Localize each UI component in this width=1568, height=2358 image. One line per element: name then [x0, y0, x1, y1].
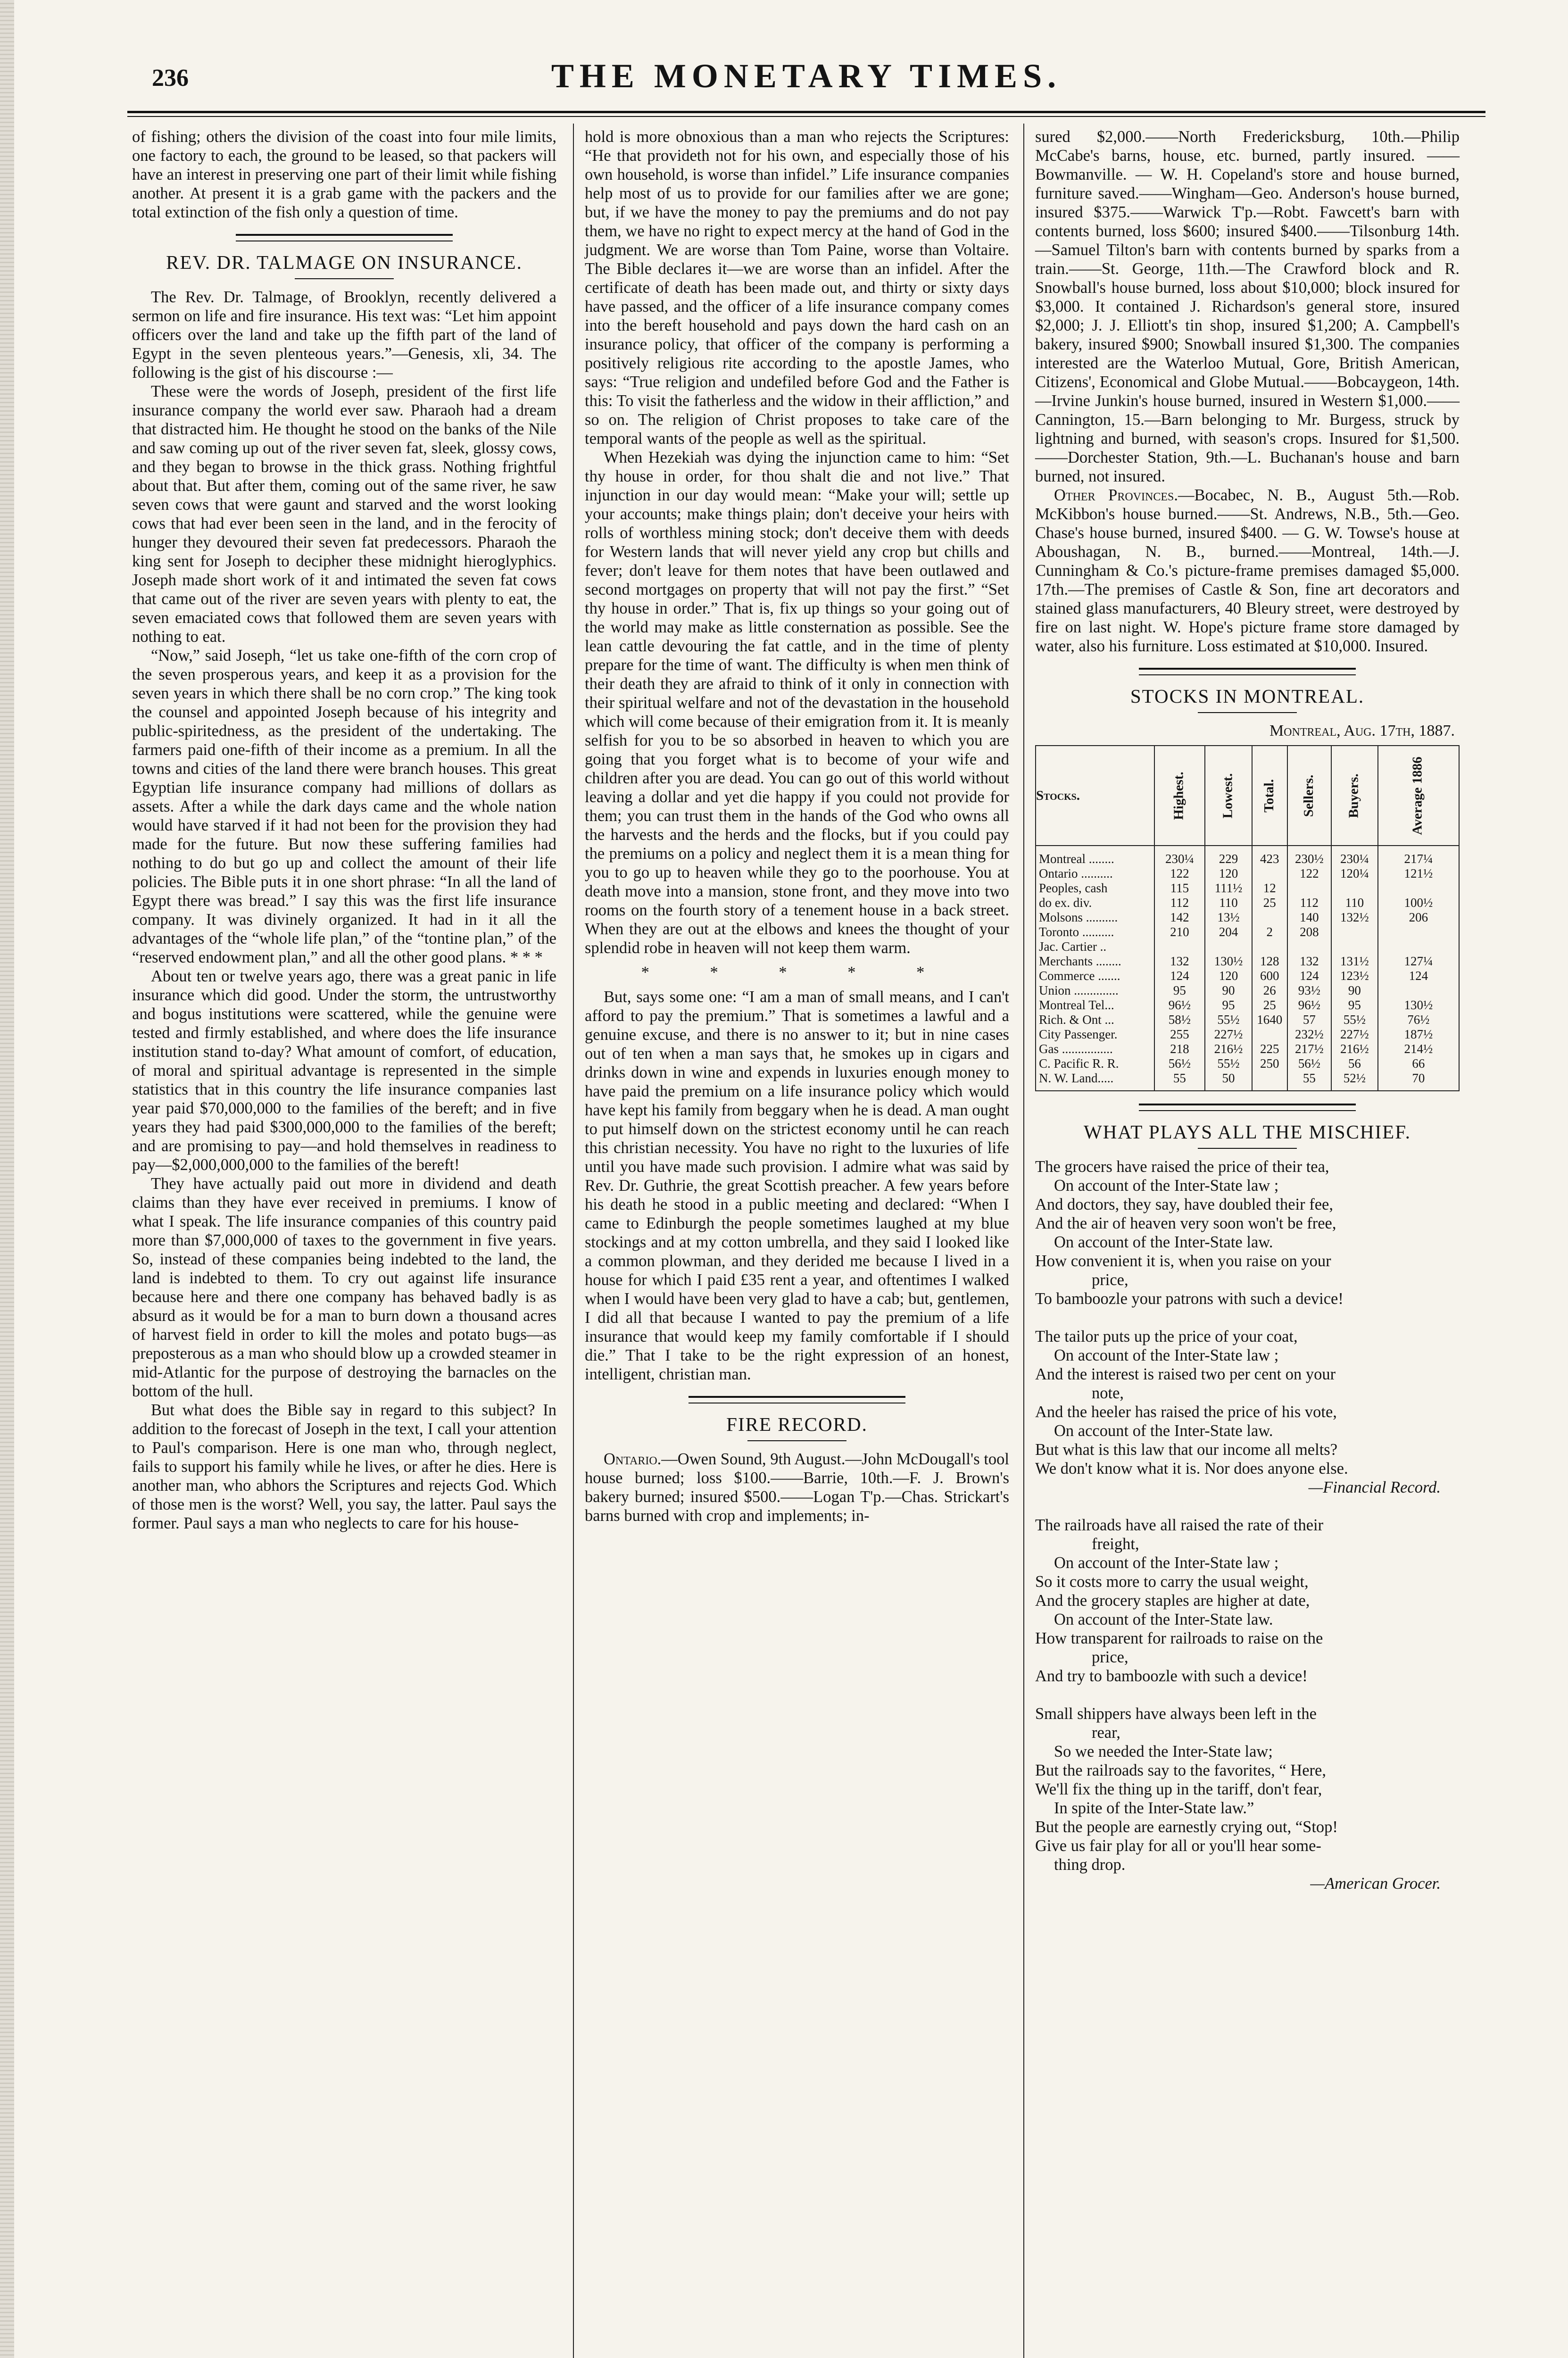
stock-value-cell: 100½ [1378, 896, 1459, 910]
column-divider [1023, 124, 1024, 2358]
poem-line: But what is this law that our income all melts? [1035, 1441, 1338, 1459]
stock-value-cell: 50 [1205, 1071, 1252, 1091]
poem-line: The tailor puts up the price of your coat, [1035, 1328, 1298, 1345]
stock-value-cell [1378, 925, 1459, 939]
stock-value-cell: 121½ [1378, 866, 1459, 881]
stock-name-cell: Rich. & Ont ... [1036, 1013, 1154, 1027]
stock-value-cell: 225 [1252, 1042, 1287, 1056]
stock-value-cell [1205, 939, 1252, 954]
article-title: REV. DR. TALMAGE ON INSURANCE. [166, 251, 523, 273]
stock-value-cell [1252, 910, 1287, 925]
title-underline [747, 1440, 846, 1441]
poem-line: And doctors, they say, have doubled their fee, [1035, 1196, 1333, 1213]
poem-line: Small shippers have always been left in the [1035, 1705, 1317, 1723]
stock-value-cell: 217¼ [1378, 846, 1459, 866]
stocks-dateline: Montreal, Aug. 17th, 1887. [1269, 722, 1455, 739]
poem-line: The railroads have all raised the rate of their [1035, 1516, 1324, 1534]
stock-value-cell: 122 [1154, 866, 1205, 881]
stock-value-cell: 600 [1252, 969, 1287, 983]
stock-value-cell: 55 [1154, 1071, 1205, 1091]
stocks-row [1036, 910, 1459, 925]
stock-name-cell: Montreal ........ [1036, 846, 1154, 866]
stock-value-cell [1154, 939, 1205, 954]
section-separator [1139, 1104, 1356, 1111]
fire-record-text: —Owen Sound, 9th August.—John McDougall's tool house burned; loss $100.——Barrie, 10th.—F. J. Brown's bakery burned; insured $500.——Logan T'p.—Chas. Strickart's barns burned with crop and implements; in- [585, 1450, 1009, 1525]
stock-value-cell: 130½ [1378, 998, 1459, 1013]
stock-value-cell [1331, 939, 1378, 954]
poem-line: rear, [1092, 1724, 1120, 1742]
stock-value-cell: 217½ [1287, 1042, 1332, 1056]
masthead-rule [127, 111, 1485, 117]
stock-name-cell: Toronto .......... [1036, 925, 1154, 939]
stock-name-cell: Gas ................ [1036, 1042, 1154, 1056]
stock-name-cell: do ex. div. [1036, 896, 1154, 910]
stocks-col-header: Buyers. [1331, 746, 1378, 846]
stock-value-cell: 120 [1205, 969, 1252, 983]
stock-value-cell [1378, 881, 1459, 896]
paragraph: hold is more obnoxious than a man who rejects the Scriptures: “He that provideth not for his own, and especially those of his own household, is worse than infidel.” Life insurance companies help most of us to provide for our families after we are gone; but, if we have the money to pay the premiums and do not pay them, we have no right to expect mercy at the hand of God in the judgment. We are worse than Tom Paine, worse than Voltaire. The Bible declares it—we are worse than an infidel. After the certificate of death has been made out, and thirty or sixty days have passed, and the officer of a life insurance company comes into the bereft household and pays down the hard cash on an insurance policy, that officer of the company is performing a positively religious rite according to the apostle James, who says: “True religion and undefiled before God and the Father is this: To visit the fatherless and the widow in their affliction,” and so on. The religion of Christ proposes to take care of the temporal wants of the people as well as the spiritual. [585, 128, 1009, 448]
stock-value-cell: 13½ [1205, 910, 1252, 925]
stocks-row [1036, 939, 1459, 954]
stocks-row [1036, 969, 1459, 983]
stock-value-cell: 12 [1252, 881, 1287, 896]
fire-record-title: FIRE RECORD. [726, 1413, 868, 1435]
column-left [132, 127, 556, 1533]
stocks-row [1036, 1013, 1459, 1027]
stock-value-cell: 70 [1378, 1071, 1459, 1091]
stock-value-cell: 230¼ [1331, 846, 1378, 866]
poem-line: price, [1092, 1648, 1128, 1666]
poem-line: On account of the Inter-State law ; [1054, 1554, 1279, 1572]
paragraph: About ten or twelve years ago, there was a great panic in life insurance which did good. Under the storm, the untrustworthy and bogus institutions were scattered, while the genuine were tested and firmly established, and where does the life insurance institution stand to-day? What amount of comfort, of education, of moral and spiritual advantage is represented in the simple statistics that in this country the life insurance companies last year paid $70,000,000 to the families of the bereft; and in five years they had paid $300,000,000 to the families of the bereft; and are promising to pay—and hold themselves in readiness to pay—$2,000,000,000 to the families of the bereft! [132, 967, 556, 1174]
stock-value-cell: 2 [1252, 925, 1287, 939]
stock-name-cell: Ontario .......... [1036, 866, 1154, 881]
stocks-table [1035, 745, 1460, 1091]
section-asterisks: * * * * * [641, 963, 953, 981]
stock-value-cell: 132½ [1331, 910, 1378, 925]
stock-name-cell: Jac. Cartier .. [1036, 939, 1154, 954]
poem-line: And the grocery staples are higher at date, [1035, 1592, 1310, 1610]
stock-value-cell: 110 [1205, 896, 1252, 910]
stock-value-cell: 120 [1205, 866, 1252, 881]
stocks-header-row [1036, 746, 1459, 846]
poem-line: But the railroads say to the favorites, “ Here, [1035, 1761, 1326, 1779]
stock-value-cell: 120¼ [1331, 866, 1378, 881]
poem-stanza [1035, 1516, 1460, 1685]
stock-value-cell: 66 [1378, 1056, 1459, 1071]
stocks-row [1036, 1042, 1459, 1056]
fire-region-label: Ontario. [604, 1450, 662, 1468]
stock-value-cell: 216½ [1331, 1042, 1378, 1056]
fire-record-other-provinces [1035, 486, 1460, 656]
poem-line: In spite of the Inter-State law.” [1054, 1799, 1254, 1817]
stock-value-cell: 132 [1287, 954, 1332, 969]
stock-value-cell: 140 [1287, 910, 1332, 925]
stock-name-cell: Peoples, cash [1036, 881, 1154, 896]
stock-value-cell: 58½ [1154, 1013, 1205, 1027]
stock-value-cell: 255 [1154, 1027, 1205, 1042]
stocks-row [1036, 846, 1459, 866]
stocks-row [1036, 1056, 1459, 1071]
stocks-col-header: Stocks. [1036, 746, 1154, 846]
stock-name-cell: City Passenger. [1036, 1027, 1154, 1042]
stock-value-cell: 204 [1205, 925, 1252, 939]
poem-line: note, [1092, 1384, 1124, 1402]
section-separator [1139, 668, 1356, 675]
column-right [1035, 127, 1460, 1912]
stock-value-cell: 131½ [1331, 954, 1378, 969]
poem-line: And the air of heaven very soon won't be free, [1035, 1214, 1336, 1232]
poem-line: On account of the Inter-State law. [1054, 1233, 1273, 1251]
poem-stanza [1035, 1704, 1460, 1893]
stocks-row [1036, 998, 1459, 1013]
stock-value-cell: 110 [1331, 896, 1378, 910]
stock-value-cell: 127¼ [1378, 954, 1459, 969]
stock-value-cell: 76½ [1378, 1013, 1459, 1027]
article-continuation: of fishing; others the division of the coast into four mile limits, one factory to each, the ground to be leased, so that packers will have an interest in preserving one part of their limit while fishing another. At present it is a grab game with the packers and the total extinction of the fish only a question of time. [132, 128, 556, 221]
fire-record-ontario [585, 1450, 1009, 1525]
title-underline [1198, 712, 1297, 713]
poem-line: So it costs more to carry the usual weight, [1035, 1573, 1309, 1591]
stock-value-cell: 130½ [1205, 954, 1252, 969]
paragraph: The Rev. Dr. Talmage, of Brooklyn, recently delivered a sermon on life and fire insurance. His text was: “Let him appoint officers over the land and take up the fifth part of the land of Egypt in the seven plenteous years.”—Genesis, xli, 34. The following is the gist of his discourse :— [132, 288, 556, 382]
stock-value-cell: 124 [1287, 969, 1332, 983]
fire-region-label: Other Provinces. [1054, 486, 1178, 504]
stocks-row [1036, 1071, 1459, 1091]
stock-value-cell [1378, 939, 1459, 954]
column-middle [585, 127, 1009, 1525]
stock-value-cell: 227½ [1331, 1027, 1378, 1042]
stock-value-cell [1331, 881, 1378, 896]
stock-name-cell: Merchants ........ [1036, 954, 1154, 969]
stock-value-cell: 230¼ [1154, 846, 1205, 866]
stocks-col-header: Lowest. [1205, 746, 1252, 846]
stock-value-cell: 124 [1378, 969, 1459, 983]
stock-value-cell: 122 [1287, 866, 1332, 881]
poem-line: The grocers have raised the price of their tea, [1035, 1158, 1329, 1176]
poem-stanza [1035, 1327, 1460, 1497]
poem-credit: —American Grocer. [1310, 1875, 1441, 1893]
paragraph: When Hezekiah was dying the injunction came to him: “Set thy house in order, for thou shalt die and not live.” That injunction in our day would mean: “Make your will; settle up your accounts; make things plain; don't deceive your heirs with rolls of worthless mining stock; don't deceive them with deeds for Western lands that will never yield any crop but chills and fever; don't leave for them notes that have been outlawed and second mortgages on property that will not pay the first.” “Set thy house in order.” That is, fix up things so your going out of the world may make as little consternation as possible. See the lean cattle devouring the fat cattle, and in the time of plenty prepare for the time of want. The difficulty is when men think of their death they are afraid to think of it only in connection with their spiritual welfare and not of the devastation in the household which will come because of their emigration from it. It is meanly selfish for you to be so absorbed in heaven to which you are going that you forget what is to become of your wife and children after you are dead. You can go out of this world without leaving a dollar and yet die happy if you could not provide for them; you can trust them in the hands of the God who owns all the harvests and the herds and the flocks, but if you could pay the premiums on a policy and neglect them it is a mean thing for you to go up to heaven while they go to the poorhouse. You at death move into a mansion, stone front, and they move into two rooms on the fourth story of a tenement house in a back street. When they are out at the elbows and knees the thought of your splendid robe in heaven will not keep them warm. [585, 448, 1009, 957]
title-underline [1198, 1148, 1297, 1149]
stocks-row [1036, 1027, 1459, 1042]
stock-value-cell: 142 [1154, 910, 1205, 925]
section-separator [689, 1396, 905, 1403]
poem-line: To bamboozle your patrons with such a device! [1035, 1290, 1344, 1308]
poem-line: And the interest is raised two per cent on your [1035, 1365, 1336, 1383]
stock-value-cell [1252, 939, 1287, 954]
stock-value-cell: 111½ [1205, 881, 1252, 896]
stock-value-cell [1252, 866, 1287, 881]
paragraph: These were the words of Joseph, president of the first life insurance company the world ever saw. Pharaoh had a dream that distracted him. He thought he stood on the banks of the Nile and saw coming up out of the river seven fat, sleek, glossy cows, and they began to browse in the thick grass. Nothing frightful about that. But after them, coming out of the same river, he saw seven cows that were gaunt and starved and the worst looking cows that had ever been seen in the land, and in the ferocity of hunger they devoured their seven fat predecessors. Pharaoh the king sent for Joseph to decipher these midnight hieroglyphics. Joseph made short work of it and intimated the seven fat cows that came out of the river are seven years with plenty to eat, the seven emaciated cows that followed them are seven years with nothing to eat. [132, 382, 556, 646]
stock-value-cell: 90 [1205, 983, 1252, 998]
stock-value-cell: 187½ [1378, 1027, 1459, 1042]
stocks-row [1036, 896, 1459, 910]
poem-line: So we needed the Inter-State law; [1054, 1743, 1273, 1760]
stock-value-cell: 56½ [1154, 1056, 1205, 1071]
poem-line: How transparent for railroads to raise on the [1035, 1629, 1323, 1647]
stock-name-cell: C. Pacific R. R. [1036, 1056, 1154, 1071]
stock-value-cell: 93½ [1287, 983, 1332, 998]
paragraph: But what does the Bible say in regard to this subject? In addition to the forecast of Joseph in the text, I call your attention to Paul's comparison. Here is one man who, through neglect, fails to support his family while he lives, or after he dies. Here is another man, who abhors the Scriptures and rejects God. Which of those men is the worst? Well, you say, the latter. Paul says the former. Paul says a man who neglects to care for his house- [132, 1401, 556, 1532]
stock-value-cell: 123½ [1331, 969, 1378, 983]
stocks-col-header: Average 1886 [1378, 746, 1459, 846]
stocks-title: STOCKS IN MONTREAL. [1130, 685, 1365, 707]
stocks-col-header: Total. [1252, 746, 1287, 846]
poem-line: On account of the Inter-State law. [1054, 1611, 1273, 1628]
title-underline [295, 278, 394, 279]
stock-value-cell: 229 [1205, 846, 1252, 866]
poem-line: On account of the Inter-State law. [1054, 1422, 1273, 1440]
poem-credit: —Financial Record. [1308, 1478, 1441, 1496]
stock-value-cell [1252, 1071, 1287, 1091]
stock-value-cell: 25 [1252, 896, 1287, 910]
masthead-title: THE MONETARY TIMES. [551, 57, 1062, 95]
poem-line: freight, [1092, 1535, 1139, 1553]
stock-value-cell: 1640 [1252, 1013, 1287, 1027]
stocks-row [1036, 881, 1459, 896]
stock-value-cell: 55½ [1205, 1056, 1252, 1071]
stocks-row [1036, 983, 1459, 998]
stocks-row [1036, 925, 1459, 939]
poem-line: We'll fix the thing up in the tariff, don't fear, [1035, 1780, 1322, 1798]
stock-value-cell: 55½ [1205, 1013, 1252, 1027]
stock-value-cell: 115 [1154, 881, 1205, 896]
stock-value-cell: 95 [1331, 998, 1378, 1013]
stock-value-cell: 96½ [1154, 998, 1205, 1013]
poem [1035, 1157, 1460, 1893]
stock-value-cell: 132 [1154, 954, 1205, 969]
stock-value-cell: 95 [1205, 998, 1252, 1013]
poem-line: On account of the Inter-State law ; [1054, 1346, 1279, 1364]
poem-line: And try to bamboozle with such a device! [1035, 1667, 1308, 1685]
stock-value-cell: 90 [1331, 983, 1378, 998]
stock-name-cell: Molsons .......... [1036, 910, 1154, 925]
stock-value-cell: 128 [1252, 954, 1287, 969]
stock-value-cell: 216½ [1205, 1042, 1252, 1056]
poem-line: thing drop. [1054, 1856, 1126, 1874]
stock-value-cell: 112 [1154, 896, 1205, 910]
stock-value-cell [1252, 1027, 1287, 1042]
stock-value-cell: 250 [1252, 1056, 1287, 1071]
stock-value-cell: 206 [1378, 910, 1459, 925]
stock-value-cell: 124 [1154, 969, 1205, 983]
poem-line: How convenient it is, when you raise on your [1035, 1252, 1331, 1270]
stock-value-cell: 96½ [1287, 998, 1332, 1013]
stock-value-cell: 56½ [1287, 1056, 1332, 1071]
stocks-row [1036, 954, 1459, 969]
paragraph: They have actually paid out more in dividend and death claims than they have ever received in premiums. I know of what I speak. The life insurance companies of this country paid more than $7,000,000 of taxes to the government in five years. So, instead of these companies being indebted to the land, the land is indebted to them. To cry out against life insurance because here and there one company has behaved badly is as absurd as it would be for a man to burn down a thousand acres of harvest field in order to kill the moles and potato bugs—as preposterous as a man who should blow up a crowded steamer in mid-Atlantic for the purpose of destroying the barnacles on the bottom of the hull. [132, 1175, 556, 1400]
stock-value-cell: 208 [1287, 925, 1332, 939]
stock-value-cell: 56 [1331, 1056, 1378, 1071]
stock-value-cell: 230½ [1287, 846, 1332, 866]
paragraph: “Now,” said Joseph, “let us take one-fifth of the corn crop of the seven prosperous years, and keep it as a provision for the seven years in which there shall be no corn crop.” The king took the counsel and appointed Joseph because of his integrity and public-spiritedness, as the president of the undertaking. The farmers paid one-fifth of their income as a premium. In all the towns and cities of the land there were branch houses. This great Egyptian life insurance company had millions of dollars as assets. After a while the dark days came and the whole nation would have starved if it had not been for the provision they had made for the future. But now these suffering families had nothing to do but go up and collect the amount of their life policies. The Bible puts it in one short phrase: “In all the land of Egypt there was bread.” I say this was the first life insurance company. It was divinely organized. It had in it all the advantages of the “whole life plan,” of the “tontine plan,” of the “reserved endowment plan,” and all the other good plans. * * * [132, 647, 556, 966]
stock-name-cell: Union .............. [1036, 983, 1154, 998]
section-separator [236, 234, 453, 241]
poem-line: And the heeler has raised the price of his vote, [1035, 1403, 1337, 1421]
page-number: 236 [152, 65, 189, 91]
stock-value-cell: 214½ [1378, 1042, 1459, 1056]
page-binding-edge [0, 0, 14, 2358]
stocks-col-header: Highest. [1154, 746, 1205, 846]
poem-line: On account of the Inter-State law ; [1054, 1177, 1279, 1195]
stock-value-cell: 218 [1154, 1042, 1205, 1056]
stock-value-cell: 52½ [1331, 1071, 1378, 1091]
stock-value-cell: 25 [1252, 998, 1287, 1013]
page-header [127, 51, 1485, 103]
stock-value-cell: 227½ [1205, 1027, 1252, 1042]
stock-name-cell: N. W. Land..... [1036, 1071, 1154, 1091]
stock-value-cell: 26 [1252, 983, 1287, 998]
fire-record-text: —Bocabec, N. B., August 5th.—Rob. McKibbon's house burned.——St. Andrews, N.B., 5th.—Geo. Chase's house burned, insured $400. — G. W. Towse's house at Aboushagan, N. B., burned.——Montreal, 14th.—J. Cunningham & Co.'s picture-frame premises damaged $5,000. 17th.—The premises of Castle & Son, fine art decorators and stained glass manufacturers, 40 Bleury street, were destroyed by fire on last night. W. Hope's picture frame store damaged by water, also his furniture. Loss estimated at $10,000. Insured. [1035, 486, 1460, 655]
stock-name-cell: Montreal Tel... [1036, 998, 1154, 1013]
stock-value-cell: 210 [1154, 925, 1205, 939]
stock-value-cell [1331, 925, 1378, 939]
poem-line: We don't know what it is. Nor does anyone else. [1035, 1460, 1348, 1478]
stock-value-cell [1287, 881, 1332, 896]
fire-record-continuation: sured $2,000.——North Fredericksburg, 10th.—Philip McCabe's barns, house, etc. burned, partly insured. —— Bowmanville. — W. H. Copeland's store and house burned, furniture saved.——Wingham—Geo. Anderson's house burned, insured $375.——Warwick T'p.—Robt. Fawcett's barn with contents burned, loss $600; insured $400.——Tilsonburg 14th.—Samuel Tilton's barn with contents burned by sparks from a train.——St. George, 11th.—The Crawford block and R. Snowball's house burned, loss about $10,000; block insured for $3,000. It contained J. Richardson's general store, insured $2,000; J. J. Elliott's tin shop, insured $1,200; A. Campbell's bakery, insured $900; Snowball insured $1,300. The companies interested are the Waterloo Mutual, Gore, British American, Citizens', Economical and Globe Mutual.——Bobcaygeon, 14th.—Irvine Junkin's house burned, insured in Western $1,000.——Cannington, 15.—Barn belonging to Mr. Burgess, struck by lightning and burned, with season's crops. Insured for $1,500.——Dorchester Station, 9th.—L. Buchanan's house and barn burned, not insured. [1035, 128, 1460, 485]
stock-value-cell [1287, 939, 1332, 954]
stocks-row [1036, 866, 1459, 881]
paragraph: But, says some one: “I am a man of small means, and I can't afford to pay the premium.” That is sometimes a lawful and a genuine excuse, and there is no answer to it; but in nine cases out of ten when a man says that, he smokes up in cigars and drinks down in wine and expends in luxuries enough money to have paid the premium on a life insurance policy which would have kept his family from beggary when he is dead. A man ought to put himself down on the strictest economy until he can reach this christian necessity. You have no right to the luxuries of life until you have made such provision. I admire what was said by Rev. Dr. Guthrie, the great Scottish preacher. A few years before his death he stood in a public meeting and declared: “When I came to Edinburgh the people sometimes laughed at my blue stockings and at my cotton umbrella, and they said I looked like a common plowman, and they derided me because I lived in a house for which I paid £35 rent a year, and oftentimes I walked when I would have been very glad to have a cab; but, gentlemen, I did all that because I wanted to pay the premium of a life insurance that would keep my family comfortable if I should die.” That I take to be the right expression of an honest, intelligent, christian man. [585, 988, 1009, 1383]
poem-line: Give us fair play for all or you'll hear some- [1035, 1837, 1321, 1855]
stock-value-cell [1378, 983, 1459, 998]
stock-value-cell: 55½ [1331, 1013, 1378, 1027]
column-divider [573, 124, 574, 2358]
poem-line: But the people are earnestly crying out, “Stop! [1035, 1818, 1338, 1836]
stocks-col-header: Sellers. [1287, 746, 1332, 846]
stock-value-cell: 55 [1287, 1071, 1332, 1091]
poem-stanza [1035, 1157, 1460, 1308]
poem-title: WHAT PLAYS ALL THE MISCHIEF. [1084, 1121, 1411, 1143]
stock-value-cell: 232½ [1287, 1027, 1332, 1042]
stock-value-cell: 95 [1154, 983, 1205, 998]
stock-value-cell: 57 [1287, 1013, 1332, 1027]
stock-value-cell: 112 [1287, 896, 1332, 910]
poem-line: price, [1092, 1271, 1128, 1289]
stock-value-cell: 423 [1252, 846, 1287, 866]
stock-name-cell: Commerce ....... [1036, 969, 1154, 983]
